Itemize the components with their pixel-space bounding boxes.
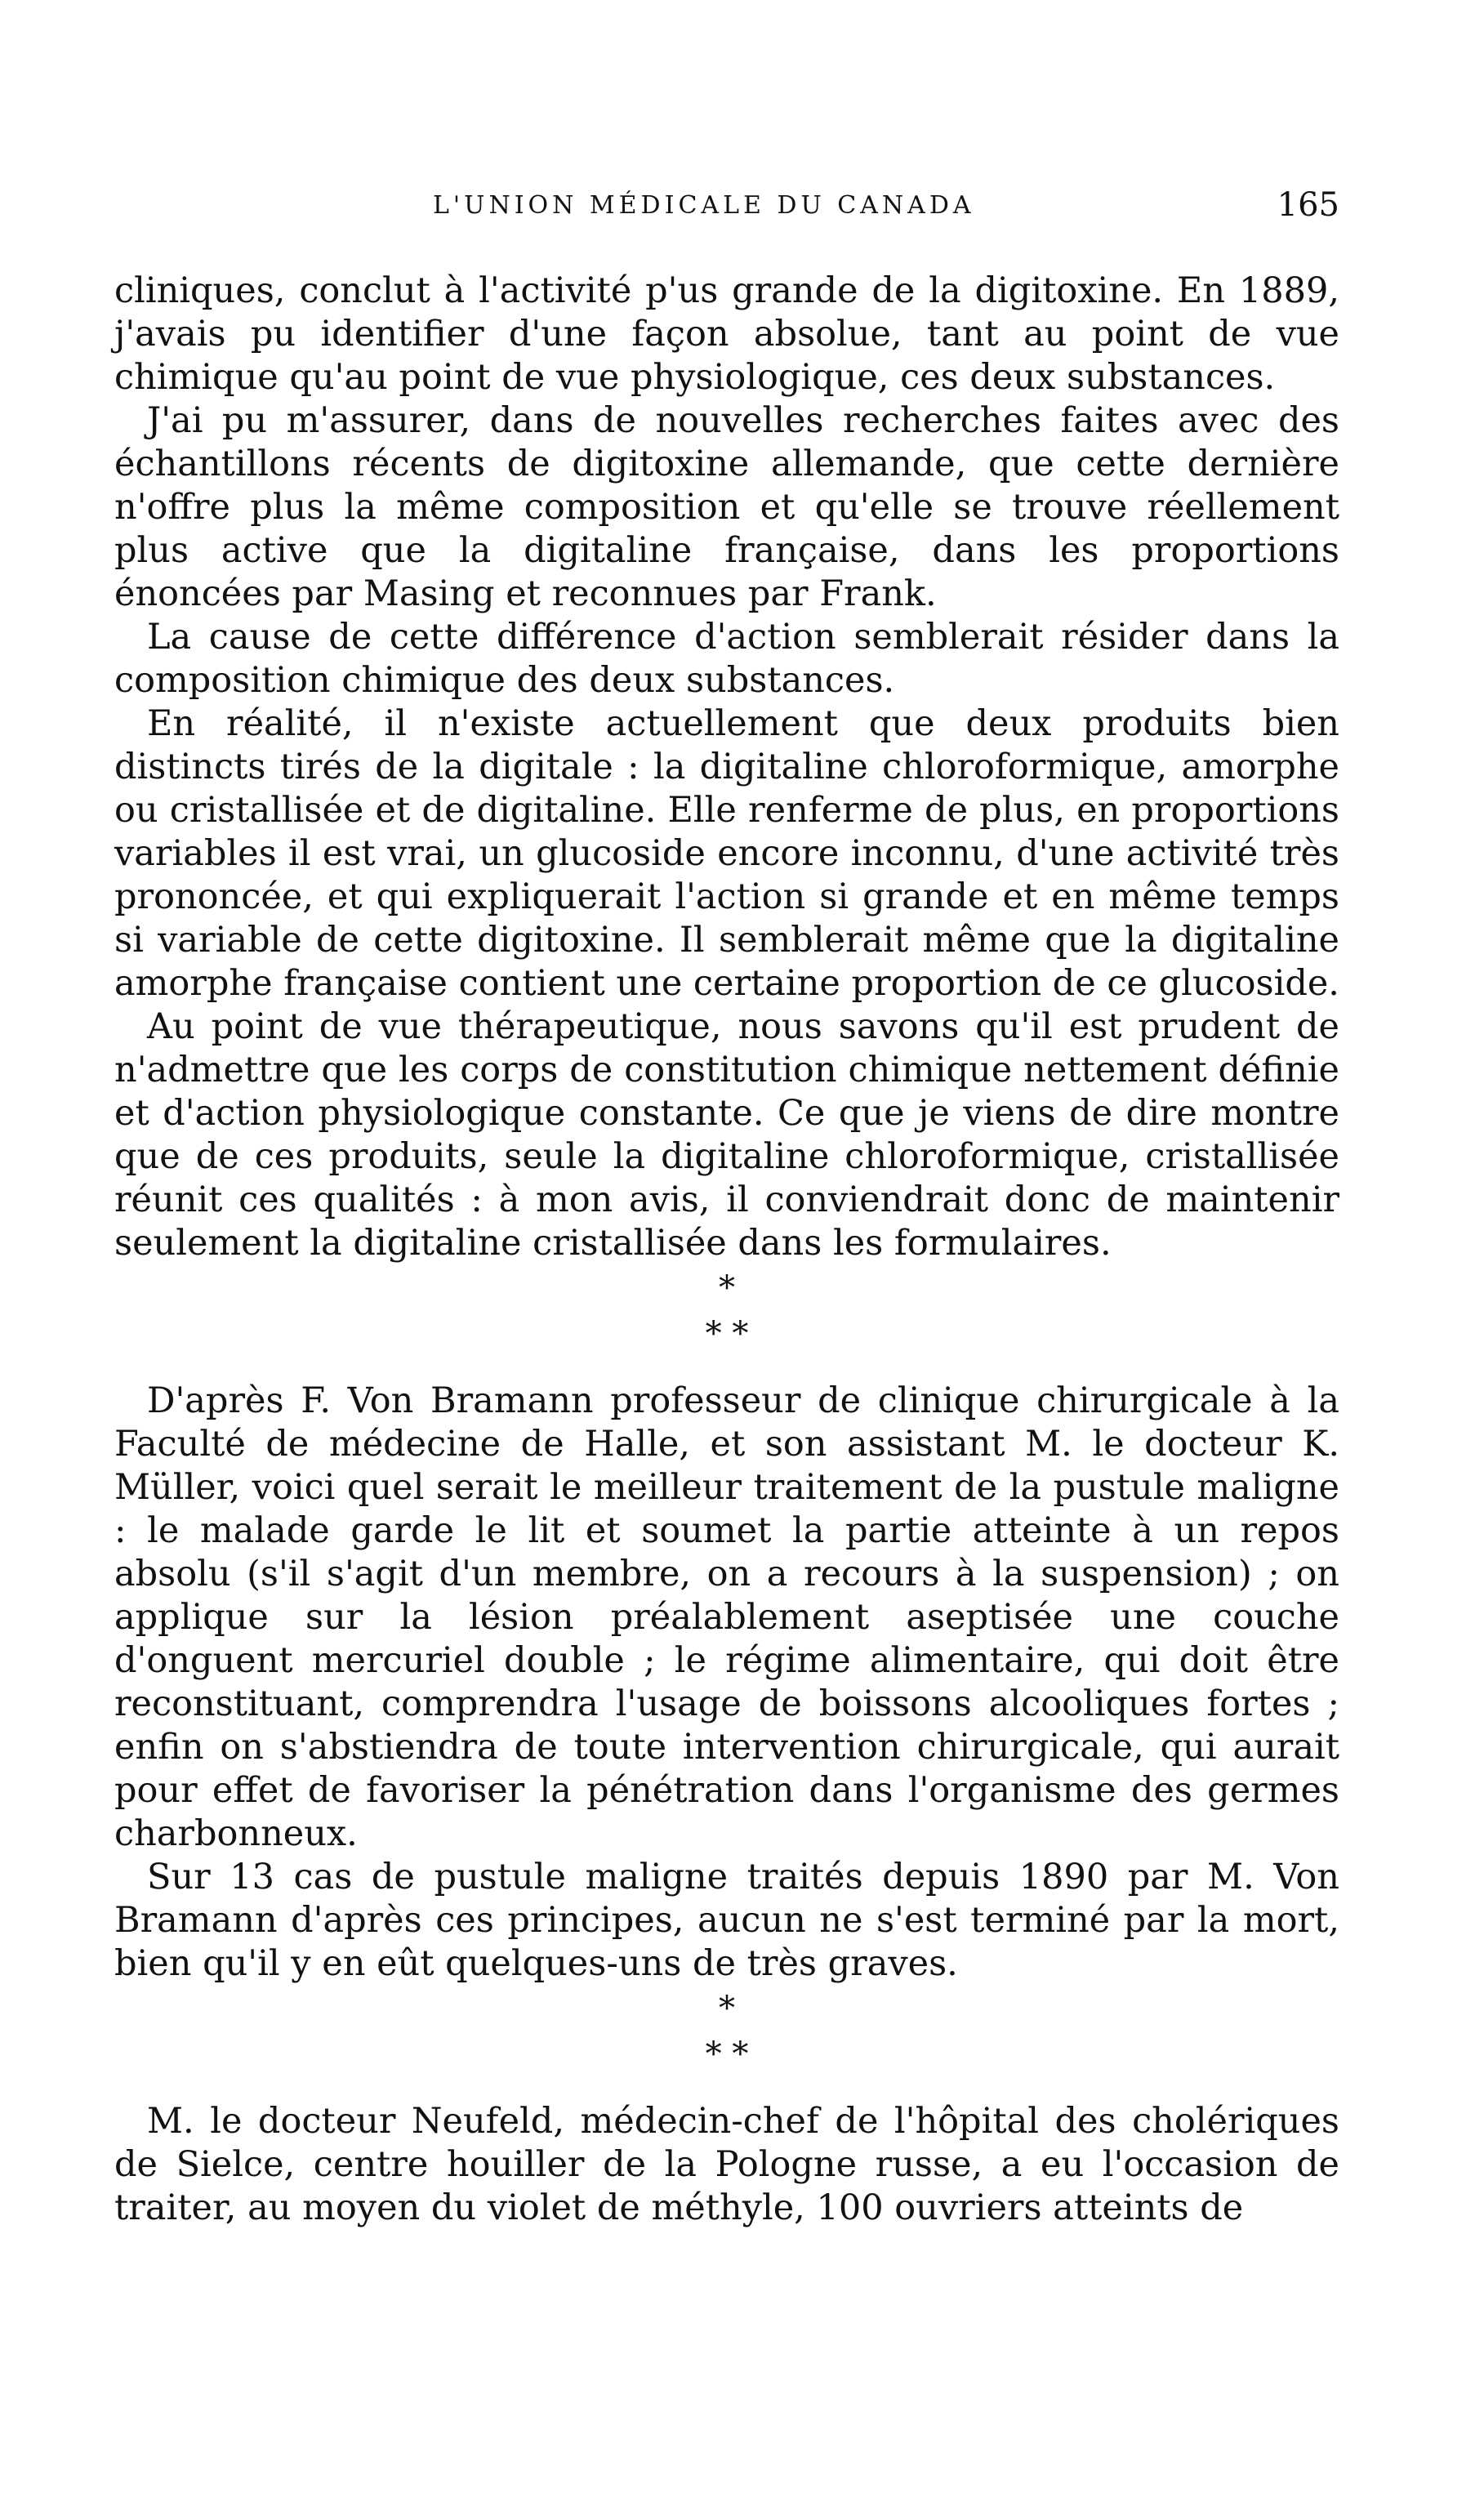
paragraph-7: Sur 13 cas de pustule maligne traités depuis 1890 par M. Von Bramann d'après ces principes, aucun ne s'est terminé par la mort, bien qu'il y en eût quelques-uns de très graves. bbox=[114, 1857, 1339, 1984]
paragraph-2: J'ai pu m'assurer, dans de nouvelles recherches faites avec des échantillons récents de digitoxine allemande, que cette dernière n'offre plus la même composition et qu'elle se trouve réellement plus active que la digitaline française, dans les proportions énoncées par Masing et reconnues par Frank. bbox=[114, 400, 1339, 614]
asterism-bottom: * * bbox=[705, 1315, 749, 1353]
page-body bbox=[114, 270, 1339, 2230]
asterism-bottom-2: * * bbox=[705, 2036, 749, 2073]
paragraph-3: La cause de cette différence d'action semblerait résider dans la composition chimique des deux substances. bbox=[114, 617, 1339, 701]
section-asterism bbox=[114, 1265, 1339, 1380]
paragraph-1: cliniques, conclut à l'activité p'us grande de la digitoxine. En 1889, j'avais pu identifier d'une façon absolue, tant au point de vue chimique qu'au point de vue physiologique, ces deux substances. bbox=[114, 270, 1339, 398]
page-header bbox=[114, 186, 1339, 235]
paragraph-5: Au point de vue thérapeutique, nous savons qu'il est prudent de n'admettre que les corps de constitution chimique nettement définie et d'action physiologique constante. Ce que je viens de dire montre que de ces produits, seule la digitaline chloroformique, cristallisée réunit ces qualités : à mon avis, il conviendrait donc de maintenir seulement la digitaline cristallisée dans les formulaires. bbox=[114, 1006, 1339, 1264]
page-number: 165 bbox=[1277, 186, 1339, 224]
paragraph-4: En réalité, il n'existe actuellement que deux produits bien distincts tirés de la digitale : la digitaline chloroformique, amorphe ou cristallisée et de digitaline. Elle renferme de plus, en proportions variables il est vrai, un glucoside encore inconnu, d'une activité très prononcée, et qui expliquerait l'action si grande et en même temps si variable de cette digitoxine. Il semblerait même que la digitaline amorphe française contient une certaine proportion de ce glucoside. bbox=[114, 703, 1339, 1004]
paragraph-8: M. le docteur Neufeld, médecin-chef de l'hôpital des cholériques de Sielce, centre houiller de la Pologne russe, a eu l'occasion de traiter, au moyen du violet de méthyle, 100 ouvriers atteints de bbox=[114, 2101, 1339, 2228]
running-title: L'UNION MÉDICALE DU CANADA bbox=[433, 191, 975, 220]
asterism-top-2: * bbox=[719, 1990, 735, 2027]
page bbox=[114, 0, 1339, 2497]
asterism-top: * bbox=[719, 1269, 735, 1307]
paragraph-6: D'après F. Von Bramann professeur de clinique chirurgicale à la Faculté de médecine de Halle, et son assistant M. le docteur K. Müller, voici quel serait le meilleur traitement de la pustule maligne : le malade garde le lit et soumet la partie atteinte à un repos absolu (s'il s'agit d'un membre, on a recours à la suspension) ; on applique sur la lésion préalablement aseptisée une couche d'onguent mercuriel double ; le régime alimentaire, qui doit être reconstituant, comprendra l'usage de boissons alcooliques fortes ; enfin on s'abstiendra de toute intervention chirurgicale, qui aurait pour effet de favoriser la pénétration dans l'organisme des germes charbonneux. bbox=[114, 1380, 1339, 1854]
section-asterism-2 bbox=[114, 1986, 1339, 2100]
